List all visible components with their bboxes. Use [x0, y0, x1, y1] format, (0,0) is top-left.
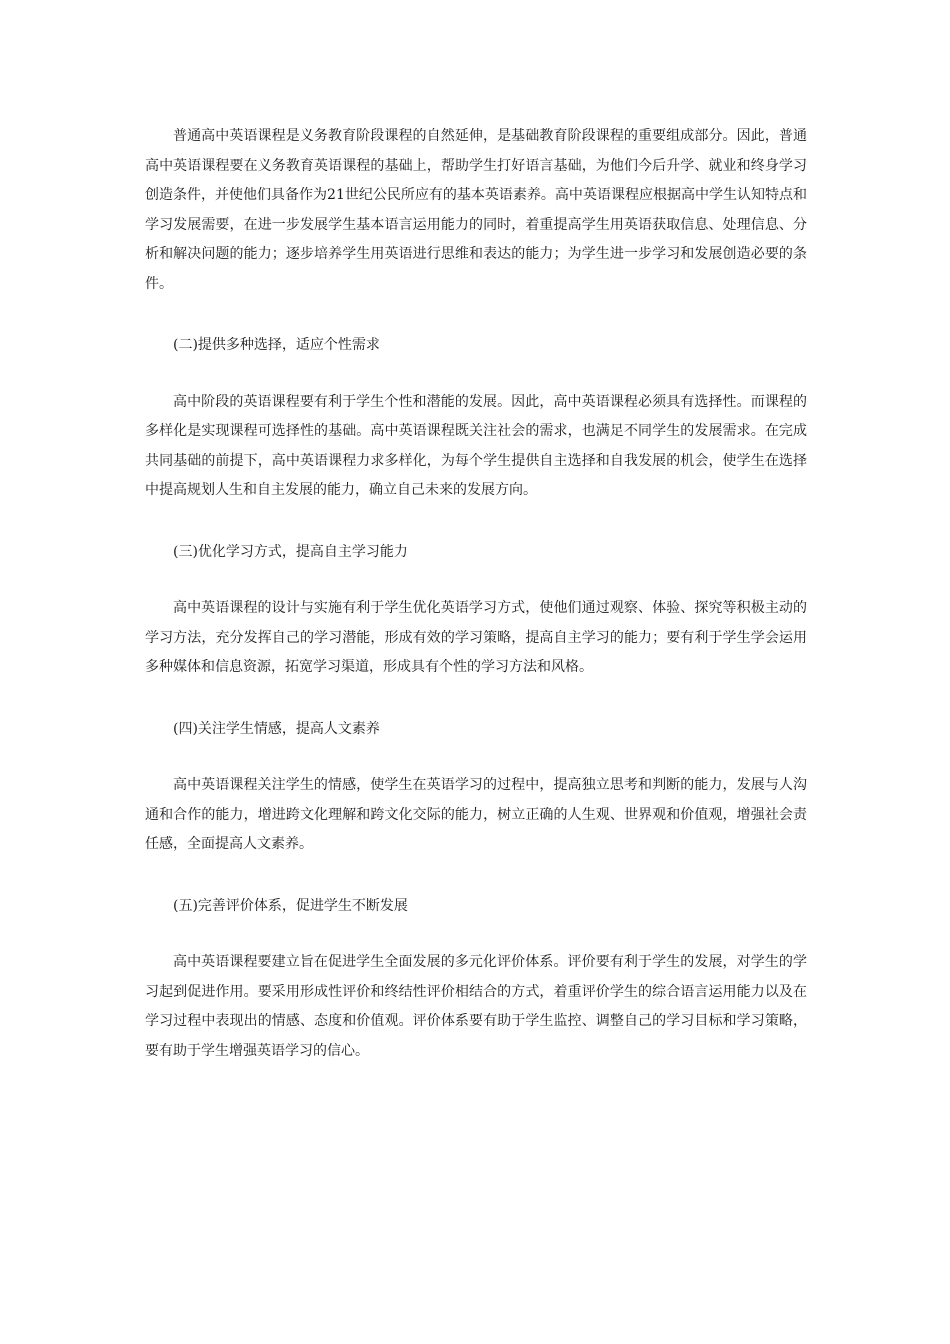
paragraph-choice: 高中阶段的英语课程要有利于学生个性和潜能的发展。因此，高中英语课程必须具有选择性。而课程的多样化是实现课程可选择性的基础。高中英语课程既关注社会的需求，也满足不同学生的发展需求。在完成共同基础的前提下，高中英语课程力求多样化，为每个学生提供自主选择和自我发展的机会，使学生在选择中提高规划人生和自主发展的能力，确立自己未来的发展方向。: [145, 393, 807, 498]
paragraph-emotion: 高中英语课程关注学生的情感，使学生在英语学习的过程中，提高独立思考和判断的能力，发展与人沟通和合作的能力，增进跨文化理解和跨文化交际的能力，树立正确的人生观、世界观和价值观，增强社会责任感，全面提高人文素养。: [145, 777, 807, 852]
paragraph-learning-style: 高中英语课程的设计与实施有利于学生优化英语学习方式，使他们通过观察、体验、探究等积极主动的学习方法，充分发挥自己的学习潜能，形成有效的学习策略，提高自主学习的能力；要有利于学生学会运用多种媒体和信息资源，拓宽学习渠道，形成具有个性的学习方法和风格。: [145, 600, 807, 675]
paragraph-course-extension: 普通高中英语课程是义务教育阶段课程的自然延伸，是基础教育阶段课程的重要组成部分。因此，普通高中英语课程要在义务教育英语课程的基础上，帮助学生打好语言基础，为他们今后升学、就业和终身学习创造条件，并使他们具备作为21世纪公民所应有的基本英语素养。高中英语课程应根据高中学生认知特点和学习发展需要，在进一步发展学生基本语言运用能力的同时，着重提高学生用英语获取信息、处理信息、分析和解决问题的能力；逐步培养学生用英语进行思维和表达的能力；为学生进一步学习和发展创造必要的条件。: [145, 128, 807, 292]
section-heading-learning-style: (三)优化学习方式，提高自主学习能力: [173, 543, 408, 560]
section-heading-choice: (二)提供多种选择，适应个性需求: [173, 337, 380, 353]
document-body: [145, 122, 807, 1066]
paragraph-evaluation: 高中英语课程要建立旨在促进学生全面发展的多元化评价体系。评价要有利于学生的发展，对学生的学习起到促进作用。要采用形成性评价和终结性评价相结合的方式，着重评价学生的综合语言运用能力以及在学习过程中表现出的情感、态度和价值观。评价体系要有助于学生监控、调整自己的学习目标和学习策略，要有助于学生增强英语学习的信心。: [145, 954, 807, 1059]
section-heading-emotion: (四)关注学生情感，提高人文素养: [173, 720, 380, 737]
section-heading-evaluation: (五)完善评价体系，促进学生不断发展: [173, 897, 408, 914]
